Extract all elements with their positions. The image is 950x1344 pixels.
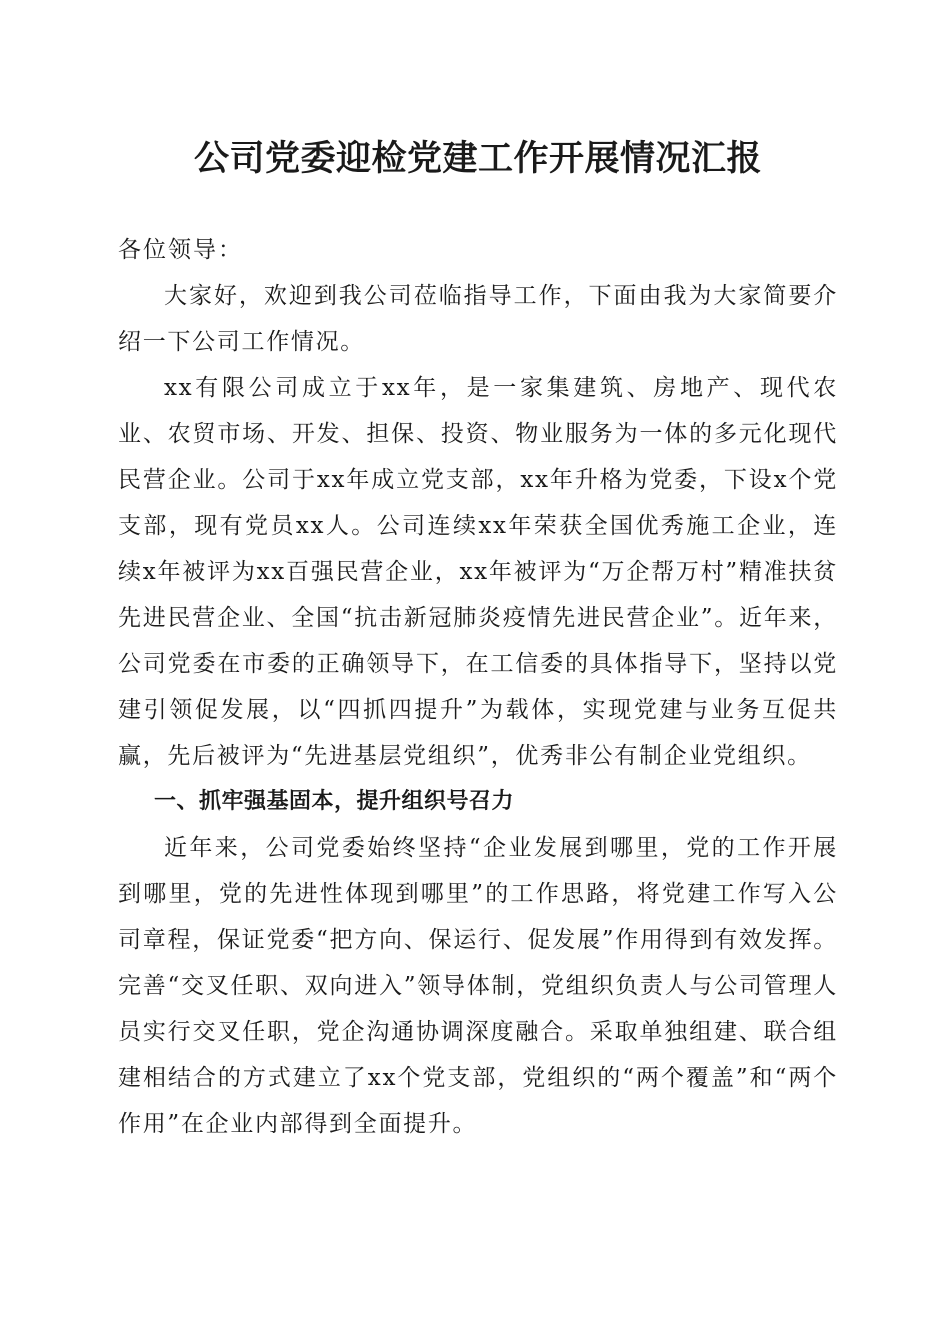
document-body	[118, 227, 838, 1147]
paragraph-greeting: 大家好，欢迎到我公司莅临指导工作，下面由我为大家简要介绍一下公司工作情况。	[118, 283, 838, 355]
document-title: 公司党委迎检党建工作开展情况汇报	[193, 138, 762, 179]
paragraph-company-overview: xx有限公司成立于xx年，是一家集建筑、房地产、现代农业、农贸市场、开发、担保、投资、物业服务为一体的多元化现代民营企业。公司于xx年成立党支部，xx年升格为党委，下设x个党支部，现有党员xx人。公司连续xx年荣获全国优秀施工企业，连续x年被评为xx百强民营企业，xx年被评为“万企帮万村”精准扶贫先进民营企业、全国“抗击新冠肺炎疫情先进民营企业”。近年来，公司党委在市委的正确领导下，在工信委的具体指导下，坚持以党建引领促发展，以“四抓四提升”为载体，实现党建与业务互促共赢，先后被评为“先进基层党组织”，优秀非公有制企业党组织。	[118, 375, 838, 769]
paragraph-section-1: 近年来，公司党委始终坚持“企业发展到哪里，党的工作开展到哪里，党的先进性体现到哪里”的工作思路，将党建工作写入公司章程，保证党委“把方向、保运行、促发展”作用得到有效发挥。完善“交叉任职、双向进入”领导体制，党组织负责人与公司管理人员实行交叉任职，党企沟通协调深度融合。采取单独组建、联合组建相结合的方式建立了xx个党支部，党组织的“两个覆盖”和“两个作用”在企业内部得到全面提升。	[118, 835, 838, 1137]
salutation: 各位领导：	[118, 237, 243, 263]
section-heading-1: 一、抓牢强基固本，提升组织号召力	[154, 789, 515, 814]
